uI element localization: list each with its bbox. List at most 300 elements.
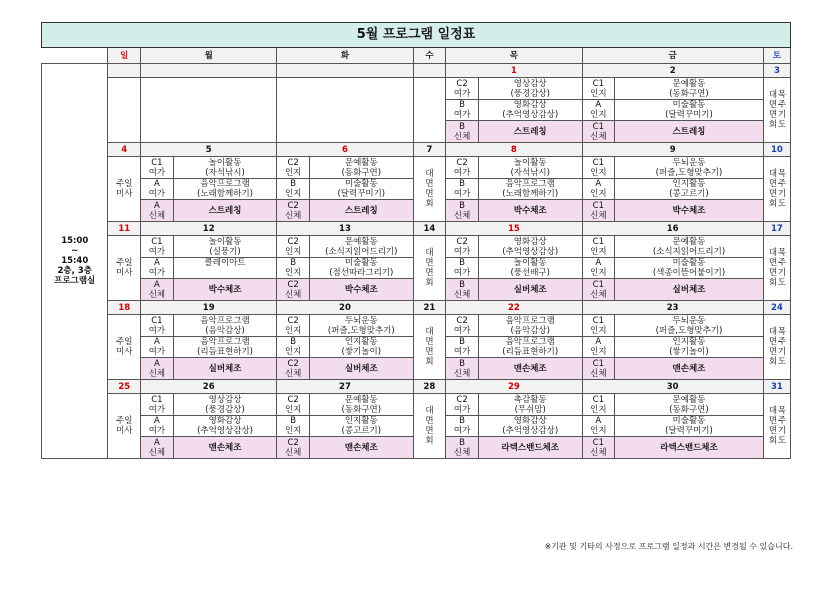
weekday-header-row (42, 48, 791, 64)
time-line: 프로그램실 (54, 276, 96, 286)
date-thursday: 8 (446, 143, 582, 157)
thu-program-detail: (음악감상) (510, 325, 550, 336)
thu-group-code-group: B (459, 437, 465, 448)
fri-group-code (582, 121, 615, 143)
thu-group-code (446, 437, 479, 459)
date-row (42, 222, 791, 236)
fri-group-code-domain: 인지 (590, 426, 607, 436)
thu-group-code-domain: 신체 (453, 131, 471, 142)
thu-group-code-domain: 신체 (453, 289, 471, 300)
tue-program-title: 두뇌운동 (344, 315, 378, 326)
fri-program-detail: (달력꾸미기) (665, 426, 713, 436)
saturday-activity-line: 목주기도 (777, 406, 787, 446)
mon-program-title: 놀이활동 (208, 157, 242, 168)
program-row (42, 78, 791, 100)
tue-program-detail: (퍼즐,도형맞추기) (327, 325, 395, 336)
tue-program-title: 미술활동 (344, 179, 378, 189)
mon-empty (141, 78, 277, 143)
date-wednesday: 28 (413, 380, 446, 394)
date-monday: 19 (141, 301, 277, 315)
fri-group-code-group: A (595, 337, 602, 347)
fri-program-detail: (달력꾸미기) (665, 110, 713, 120)
thu-group-code-domain: 여가 (453, 404, 471, 415)
fri-program-detail: (콩고르기) (669, 189, 709, 199)
thu-group-code-group: C2 (456, 394, 468, 405)
mon-group-code-group: A (154, 337, 160, 347)
thu-program-detail: (추억영상감상) (502, 110, 559, 120)
mon-program (173, 337, 277, 358)
thu-program (478, 258, 582, 279)
fri-program-title: 미술활동 (672, 258, 706, 268)
mon-group-code-domain: 여가 (148, 167, 166, 178)
fri-program-detail: (퍼즐,도형맞추기) (655, 167, 723, 178)
date-saturday: 17 (763, 222, 790, 236)
tue-group-code (277, 437, 310, 459)
tue-group-code (277, 279, 310, 301)
mon-program-title: 음악프로그램 (200, 315, 250, 326)
header-wednesday: 수 (413, 48, 446, 64)
tue-program-title: 문예활동 (344, 394, 378, 405)
saturday-activity (763, 78, 790, 143)
wednesday-empty (413, 78, 446, 143)
mon-program-detail: (풍경감상) (205, 404, 245, 415)
thu-program: 라텍스밴드체조 (478, 437, 582, 459)
thu-group-code (446, 157, 479, 179)
fri-program-title: 인지활동 (672, 337, 706, 347)
thu-program: 맨손체조 (478, 358, 582, 380)
fri-group-code-group: A (595, 416, 602, 426)
mon-group-code-group: C1 (151, 236, 163, 247)
mon-program-title: 영화감상 (208, 416, 242, 426)
date-thursday: 22 (446, 301, 582, 315)
fri-program-title: 미술활동 (672, 416, 706, 426)
date-wednesday: 7 (413, 143, 446, 157)
fri-group-code-group: C1 (592, 279, 604, 290)
mon-group-code (141, 258, 174, 279)
header-sunday: 일 (108, 48, 141, 64)
thu-program-detail: (추억영상감상) (502, 246, 559, 257)
date-thursday: 15 (446, 222, 582, 236)
saturday-activity-line: 대면면회 (768, 327, 778, 367)
sunday-mass (108, 315, 141, 380)
date-saturday: 3 (763, 64, 790, 78)
fri-group-code-group: A (595, 179, 602, 189)
tue-group-code-group: B (290, 337, 297, 347)
tue-group-code-domain: 인지 (284, 426, 302, 436)
fri-group-code (582, 200, 615, 222)
mon-group-code-group: A (154, 437, 160, 448)
saturday-activity-line: 목주기도 (777, 169, 787, 209)
wednesday-visit (413, 157, 446, 222)
mon-group-code (141, 200, 174, 222)
fri-group-code-domain: 인지 (590, 246, 607, 257)
thu-program-title: 음악프로그램 (505, 315, 555, 326)
thu-group-code-domain: 여가 (453, 325, 471, 336)
fri-program: 스트레칭 (615, 121, 764, 143)
date-tuesday: 20 (277, 301, 413, 315)
fri-group-code (582, 279, 615, 301)
saturday-activity-wrap (764, 248, 790, 288)
thu-group-code-group: B (459, 258, 465, 268)
tue-program-detail: (달력꾸미기) (337, 189, 386, 199)
mon-group-code-group: A (154, 258, 160, 268)
date-sunday: 4 (108, 143, 141, 157)
saturday-activity-line: 목주기도 (777, 90, 787, 130)
date-friday: 9 (582, 143, 763, 157)
mon-program-detail: (노래함께하기) (197, 189, 253, 199)
thu-group-code-domain: 여가 (453, 88, 471, 99)
mon-program: 맨손체조 (173, 437, 277, 459)
tue-group-code-domain: 인지 (284, 268, 302, 278)
date-friday: 23 (582, 301, 763, 315)
fri-group-code (582, 236, 615, 258)
fri-program: 박수체조 (615, 200, 764, 222)
fri-group-code-domain: 인지 (590, 110, 607, 120)
mon-program-title: 놀이활동 (208, 236, 242, 247)
mon-group-code (141, 437, 174, 459)
date-friday: 30 (582, 380, 763, 394)
thu-program: 스트레칭 (478, 121, 582, 143)
thu-group-code (446, 258, 479, 279)
tue-program (310, 157, 414, 179)
fri-group-code-group: C1 (592, 121, 604, 132)
tue-program-detail: (동화구연) (341, 404, 382, 415)
sunday-mass (108, 236, 141, 301)
tue-program-detail: (점선따라그리기) (329, 268, 394, 278)
footnote: ※기관 및 기타의 사정으로 프로그램 일정과 시간은 변경될 수 있습니다. (544, 542, 793, 551)
fri-program-title: 문예활동 (672, 236, 706, 247)
mon-group-code-domain: 여가 (148, 325, 166, 336)
header-tuesday: 화 (277, 48, 413, 64)
thu-program-title: 놀이활동 (513, 258, 547, 268)
tue-group-code-domain: 인지 (284, 189, 302, 199)
mon-program-detail: (자석낚시) (205, 167, 245, 178)
thu-group-code-group: B (459, 337, 465, 347)
fri-program: 실버체조 (615, 279, 764, 301)
date-tuesday: 6 (277, 143, 413, 157)
header-thursday: 목 (446, 48, 582, 64)
tue-program-title: 미술활동 (344, 258, 378, 268)
mon-group-code-group: C1 (151, 157, 163, 168)
page-title: 5월 프로그램 일정표 (42, 23, 791, 48)
tue-group-code (277, 337, 310, 358)
thu-group-code (446, 315, 479, 337)
date-wednesday: 21 (413, 301, 446, 315)
tue-group-code-domain: 신체 (284, 289, 302, 300)
mon-group-code (141, 394, 174, 416)
tue-group-code-group: B (290, 258, 297, 268)
date-wednesday (413, 64, 446, 78)
thu-program-title: 놀이활동 (513, 157, 547, 168)
fri-group-code-group: C1 (592, 358, 604, 369)
tue-program: 맨손체조 (310, 437, 414, 459)
fri-group-code-domain: 인지 (590, 167, 607, 178)
fri-group-code-group: C1 (592, 236, 604, 247)
mon-group-code (141, 337, 174, 358)
tue-group-code (277, 416, 310, 437)
thu-program-detail: (노래함께하기) (502, 189, 559, 199)
tue-group-code (277, 200, 310, 222)
fri-group-code-group: C1 (592, 78, 604, 89)
fri-program-title: 문예활동 (672, 394, 706, 405)
fri-group-code-group: C1 (592, 394, 604, 405)
sunday-mass-text: 주일미사 (116, 416, 133, 436)
tue-program: 실버체조 (310, 358, 414, 380)
tue-program-detail: (콩고르기) (341, 426, 382, 436)
date-saturday: 10 (763, 143, 790, 157)
fri-program (615, 157, 764, 179)
thu-group-code (446, 416, 479, 437)
tue-group-code-group: C2 (287, 394, 299, 405)
mon-program-title: 클레이아트 (204, 258, 246, 268)
mon-group-code-domain: 신체 (148, 289, 166, 300)
thu-program (478, 315, 582, 337)
thu-group-code-domain: 여가 (453, 246, 471, 257)
thu-group-code-group: B (459, 416, 465, 426)
saturday-activity-wrap (764, 406, 790, 446)
thu-group-code-domain: 여가 (453, 110, 471, 120)
thu-group-code (446, 78, 479, 100)
fri-program (615, 258, 764, 279)
tue-program-detail: (동화구연) (341, 167, 382, 178)
wednesday-visit (413, 315, 446, 380)
tue-group-code-domain: 인지 (284, 246, 302, 257)
mon-group-code-group: C1 (151, 394, 163, 405)
date-tuesday (277, 64, 413, 78)
tue-group-code (277, 394, 310, 416)
thu-group-code-domain: 여가 (453, 347, 471, 357)
tue-program (310, 337, 414, 358)
sunday-empty (108, 78, 141, 143)
tue-program-title: 인지활동 (344, 337, 378, 347)
tue-group-code-group: C2 (287, 437, 299, 448)
fri-program-detail: (쌓기놀이) (669, 347, 709, 357)
tue-group-code-domain: 인지 (284, 404, 302, 415)
fri-program-title: 인지활동 (672, 179, 706, 189)
saturday-activity-line: 대면면회 (768, 90, 778, 130)
schedule-table (41, 22, 791, 459)
thu-program (478, 100, 582, 121)
thu-group-code (446, 100, 479, 121)
fri-program (615, 315, 764, 337)
mon-group-code-domain: 신체 (148, 447, 166, 458)
tue-group-code (277, 236, 310, 258)
thu-program-title: 영화감상 (513, 236, 547, 247)
fri-group-code-domain: 인지 (590, 347, 607, 357)
tue-program-title: 인지활동 (344, 416, 378, 426)
fri-group-code-domain: 신체 (590, 447, 607, 458)
fri-group-code-domain: 신체 (590, 368, 607, 379)
thu-group-code-domain: 여가 (453, 268, 471, 278)
header-saturday: 토 (763, 48, 790, 64)
mon-program: 실버체조 (173, 358, 277, 380)
date-sunday: 11 (108, 222, 141, 236)
fri-group-code (582, 416, 615, 437)
tue-program (310, 236, 414, 258)
date-row (42, 301, 791, 315)
mon-group-code-group: A (154, 358, 160, 369)
mon-program-detail: (리듬표현하기) (197, 347, 253, 357)
mon-group-code-domain: 여가 (148, 347, 166, 357)
fri-group-code (582, 78, 615, 100)
date-row (42, 143, 791, 157)
fri-group-code (582, 258, 615, 279)
thu-program (478, 157, 582, 179)
wednesday-visit (413, 394, 446, 459)
saturday-activity (763, 236, 790, 301)
thu-program-detail: (풍경감상) (510, 88, 550, 99)
thu-program: 박수체조 (478, 200, 582, 222)
fri-program (615, 416, 764, 437)
date-wednesday: 14 (413, 222, 446, 236)
thu-group-code-domain: 신체 (453, 447, 471, 458)
tue-program-detail: (소식지읽어드리기) (325, 246, 398, 257)
program-row (42, 394, 791, 416)
time-line: 15:00 (61, 236, 89, 246)
program-row (42, 315, 791, 337)
thu-program (478, 337, 582, 358)
tue-group-code-group: B (290, 416, 297, 426)
thu-group-code-group: B (459, 358, 465, 369)
mon-group-code-group: A (154, 179, 160, 189)
mon-group-code-domain: 여가 (148, 246, 166, 257)
fri-group-code-domain: 인지 (590, 325, 607, 336)
mon-program-detail: (음악감상) (205, 325, 245, 336)
fri-group-code-group: C1 (592, 315, 604, 326)
thu-program (478, 179, 582, 200)
tue-group-code-domain: 신체 (284, 447, 302, 458)
tue-group-code-group: C2 (287, 358, 299, 369)
thu-program (478, 416, 582, 437)
mon-group-code-domain: 여가 (148, 404, 166, 415)
saturday-activity-line: 대면면회 (768, 406, 778, 446)
fri-program (615, 179, 764, 200)
thu-program-title: 영상감상 (513, 78, 547, 89)
date-sunday (108, 64, 141, 78)
tue-program (310, 416, 414, 437)
tue-group-code-domain: 신체 (284, 210, 302, 221)
thu-group-code-group: B (459, 200, 465, 211)
saturday-activity-line: 목주기도 (777, 248, 787, 288)
fri-program: 맨손체조 (615, 358, 764, 380)
tue-group-code-group: C2 (287, 157, 299, 168)
date-thursday: 1 (446, 64, 582, 78)
fri-program (615, 236, 764, 258)
fri-program-title: 미술활동 (672, 100, 706, 110)
saturday-activity (763, 315, 790, 380)
mon-program (173, 179, 277, 200)
fri-program-detail: (퍼즐,도형맞추기) (655, 325, 723, 336)
tue-group-code-group: C2 (287, 200, 299, 211)
mon-program (173, 394, 277, 416)
date-sunday: 25 (108, 380, 141, 394)
date-sunday: 18 (108, 301, 141, 315)
tue-group-code-group: C2 (287, 279, 299, 290)
date-saturday: 31 (763, 380, 790, 394)
thu-group-code-domain: 여가 (453, 167, 471, 178)
mon-group-code-domain: 여가 (148, 189, 166, 199)
mon-group-code-group: C1 (151, 315, 163, 326)
mon-program (173, 315, 277, 337)
fri-group-code (582, 100, 615, 121)
fri-group-code (582, 157, 615, 179)
mon-group-code (141, 358, 174, 380)
thu-group-code (446, 279, 479, 301)
mon-program (173, 236, 277, 258)
fri-program-detail: (동화구연) (669, 404, 709, 415)
thu-group-code (446, 358, 479, 380)
thu-program-detail: (추억영상감상) (502, 426, 559, 436)
thu-group-code-group: C2 (456, 78, 468, 89)
thu-program (478, 394, 582, 416)
thu-group-code (446, 236, 479, 258)
tue-group-code (277, 258, 310, 279)
thu-group-code-domain: 여가 (453, 426, 471, 436)
tue-program (310, 258, 414, 279)
thu-group-code-group: C2 (456, 157, 468, 168)
mon-group-code-domain: 여가 (148, 268, 166, 278)
tue-program (310, 394, 414, 416)
header-friday: 금 (582, 48, 763, 64)
thu-group-code (446, 179, 479, 200)
thu-group-code-group: C2 (456, 315, 468, 326)
thu-group-code (446, 394, 479, 416)
date-monday (141, 64, 277, 78)
tue-group-code (277, 179, 310, 200)
fri-program-detail: (소식지읽어드리기) (652, 246, 726, 257)
wednesday-visit (413, 236, 446, 301)
date-monday: 26 (141, 380, 277, 394)
thu-program-detail: (자석낚시) (510, 167, 550, 178)
saturday-activity-line: 목주기도 (777, 327, 787, 367)
fri-group-code (582, 337, 615, 358)
thu-program: 실버체조 (478, 279, 582, 301)
program-row (42, 157, 791, 179)
tue-group-code-domain: 인지 (284, 167, 302, 178)
fri-group-code-group: C1 (592, 200, 604, 211)
thu-program-detail: (풍선배구) (510, 268, 550, 278)
mon-program-detail: (실뭉기) (209, 246, 241, 257)
header-monday: 월 (141, 48, 277, 64)
mon-program: 스트레칭 (173, 200, 277, 222)
tue-program: 박수체조 (310, 279, 414, 301)
saturday-activity (763, 157, 790, 222)
fri-group-code (582, 394, 615, 416)
thu-group-code-group: C2 (456, 236, 468, 247)
thu-group-code-group: B (459, 100, 465, 110)
thu-group-code-group: B (459, 121, 465, 132)
fri-program-title: 문예활동 (672, 78, 706, 89)
mon-program-title: 영상감상 (208, 394, 242, 405)
saturday-activity-line: 대면면회 (768, 248, 778, 288)
mon-program (173, 416, 277, 437)
fri-program-title: 두뇌운동 (672, 315, 706, 326)
fri-program (615, 78, 764, 100)
fri-group-code (582, 437, 615, 459)
fri-group-code-domain: 인지 (590, 404, 607, 415)
tue-group-code (277, 358, 310, 380)
thu-group-code (446, 337, 479, 358)
saturday-activity-line: 대면면회 (768, 169, 778, 209)
mon-program-detail: (추억영상감상) (197, 426, 253, 436)
sunday-mass-text: 주일미사 (116, 258, 133, 278)
fri-group-code-domain: 신체 (590, 210, 607, 221)
fri-program (615, 394, 764, 416)
fri-group-code-group: A (595, 100, 602, 110)
fri-group-code-group: A (595, 258, 602, 268)
date-tuesday: 13 (277, 222, 413, 236)
fri-group-code-domain: 인지 (590, 189, 607, 199)
